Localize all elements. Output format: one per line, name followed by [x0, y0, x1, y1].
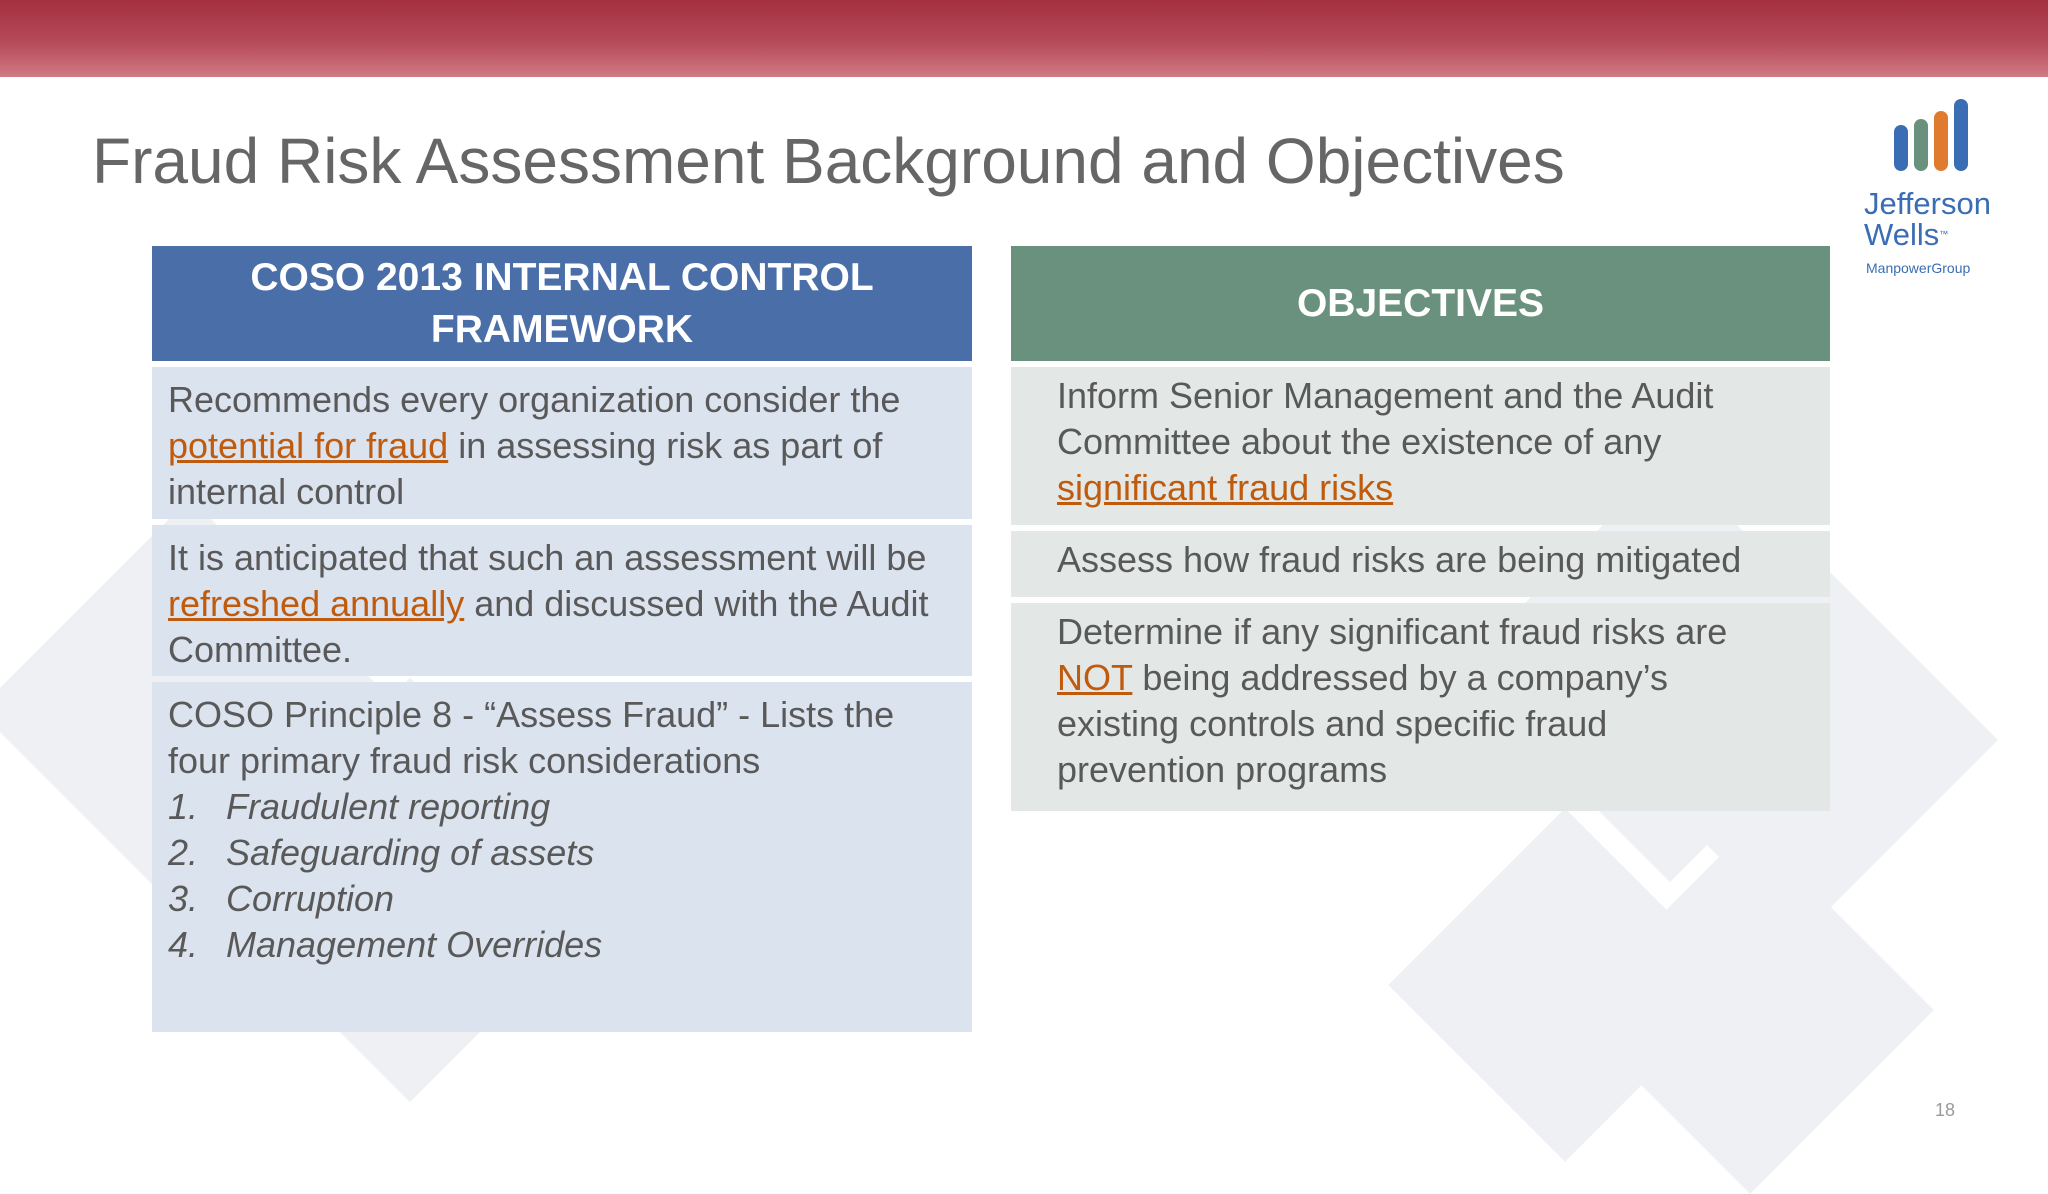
logo-bar-4: [1954, 99, 1968, 171]
coso-cell-potential-fraud: [152, 367, 972, 519]
cell-text: It is anticipated that such an assessment will be: [168, 537, 927, 578]
cell-text: Assess how fraud risks are being mitigated: [1057, 539, 1742, 580]
list-item-number: 2.: [168, 832, 199, 873]
logo-bar-3: [1934, 111, 1948, 171]
logo-bar-2: [1914, 119, 1928, 171]
list-item-text: Safeguarding of assets: [226, 832, 595, 873]
cell-text: Inform Senior Management and the Audit Committee about the existence of any: [1057, 375, 1714, 462]
list-item-text: Corruption: [226, 878, 395, 919]
cell-text: Determine if any significant fraud risks are: [1057, 611, 1728, 652]
cell-text: Recommends every organization consider the: [168, 379, 901, 420]
coso-cell-refreshed-annually: [152, 525, 972, 676]
list-item-number: 1.: [168, 786, 199, 827]
logo-name: [1864, 188, 1991, 250]
list-item: [168, 830, 956, 876]
not-link[interactable]: NOT: [1057, 657, 1133, 698]
list-item-text: Fraudulent reporting: [226, 786, 551, 827]
logo-bars-icon: [1894, 96, 1974, 171]
cell-text: and discussed with the Audit Committee.: [168, 583, 929, 670]
cell-text: being addressed by a company’s existing controls and specific fraud prevention programs: [1057, 657, 1669, 790]
list-item: [168, 876, 956, 922]
coso-framework-panel: [152, 246, 972, 1032]
company-logo: [1862, 96, 2012, 286]
list-item-text: Management Overrides: [226, 924, 603, 965]
objective-determine-gaps: [1011, 603, 1830, 811]
coso-framework-header: COSO 2013 INTERNAL CONTROL FRAMEWORK: [152, 246, 972, 361]
logo-line1: Jefferson: [1864, 186, 1991, 221]
top-banner: [0, 0, 2048, 77]
page-title: Fraud Risk Assessment Background and Objectives: [92, 125, 1565, 197]
coso-cell-principle-8: [152, 682, 972, 1032]
logo-trademark: ™: [1939, 229, 1949, 239]
logo-bar-1: [1894, 125, 1908, 171]
potential-for-fraud-link[interactable]: potential for fraud: [168, 425, 449, 466]
significant-fraud-risks-link[interactable]: significant fraud risks: [1057, 467, 1394, 508]
list-item-number: 3.: [168, 878, 199, 919]
logo-line2: Wells: [1864, 217, 1940, 252]
page-number: 18: [1935, 1100, 1956, 1120]
objective-assess-mitigation: [1011, 531, 1830, 597]
list-item-number: 4.: [168, 924, 199, 965]
list-item: [168, 784, 956, 830]
fraud-considerations-list: [168, 784, 956, 968]
objective-inform-management: [1011, 367, 1830, 525]
objectives-panel: [1011, 246, 1830, 811]
cell-text: in assessing risk as part of internal control: [168, 425, 883, 512]
list-item: [168, 922, 956, 968]
principle-8-intro: COSO Principle 8 - “Assess Fraud” - Lists the four primary fraud risk considerations: [168, 694, 895, 781]
refreshed-annually-link[interactable]: refreshed annually: [168, 583, 465, 624]
logo-company: ManpowerGroup: [1866, 260, 1971, 276]
objectives-header: OBJECTIVES: [1011, 246, 1830, 361]
